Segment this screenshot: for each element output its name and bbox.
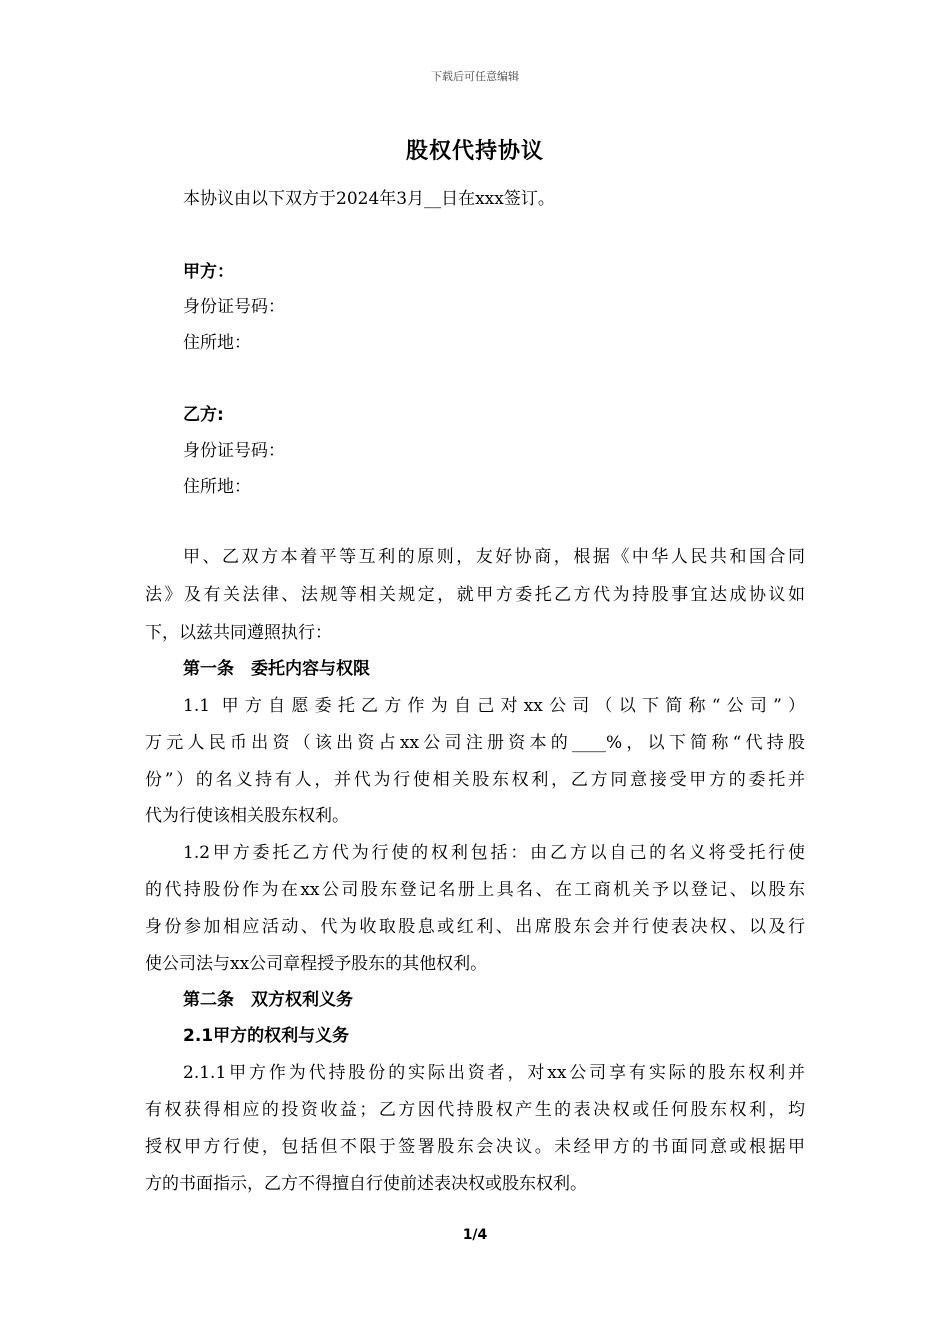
clause-1-2-line: 身份参加相应活动、代为收取股息或红利、出席股东会并行使表决权、以及行 <box>145 917 805 937</box>
clause-1-1-line: 万元人民币出资（该出资占xx公司注册资本的____%，以下简称“代持股 <box>145 733 805 753</box>
clause-2-1-1-line: 方的书面指示，乙方不得擅自行使前述表决权或股东权利。 <box>145 1174 587 1194</box>
article-1-heading: 第一条 委托内容与权限 <box>183 659 370 679</box>
intro-line: 本协议由以下双方于2024年3月__日在xxx签订。 <box>183 189 555 209</box>
article-2-heading: 第二条 双方权利义务 <box>183 990 353 1010</box>
clause-1-2-line: 的代持股份作为在xx公司股东登记名册上具名、在工商机关予以登记、以股东 <box>145 880 805 900</box>
clause-1-2-line: 使公司法与xx公司章程授予股东的其他权利。 <box>145 954 488 974</box>
preamble-line: 法》及有关法律、法规等相关规定，就甲方委托乙方代为持股事宜达成协议如 <box>145 585 805 605</box>
preamble-line: 下，以兹共同遵照执行： <box>145 623 332 643</box>
clause-1-1-line: 1.1 甲方自愿委托乙方作为自己对xx公司（以下简称“公司”） <box>183 696 805 716</box>
clause-2-1-1-line: 有权获得相应的投资收益；乙方因代持股权产生的表决权或任何股东权利，均 <box>145 1100 805 1120</box>
clause-2-1-1-line: 2.1.1甲方作为代持股份的实际出资者，对xx公司享有实际的股东权利并 <box>183 1063 805 1083</box>
party-b-id-label: 身份证号码： <box>183 441 285 461</box>
party-a-id-label: 身份证号码： <box>183 297 285 317</box>
page-header: 下载后可任意编辑 <box>431 70 519 83</box>
clause-2-1-1-line: 授权甲方行使，包括但不限于签署股东会决议。未经甲方的书面同意或根据甲 <box>145 1137 805 1157</box>
document-title: 股权代持协议 <box>405 139 544 164</box>
clause-1-1-line: 份”）的名义持有人，并代为行使相关股东权利，乙方同意接受甲方的委托并 <box>145 770 805 790</box>
clause-1-1-line: 代为行使该相关股东权利。 <box>145 806 349 826</box>
party-a-label: 甲方： <box>183 262 234 282</box>
party-b-address-label: 住所地： <box>183 477 251 497</box>
party-a-address-label: 住所地： <box>183 333 251 353</box>
preamble-line: 甲、乙双方本着平等互利的原则，友好协商，根据《中华人民共和国合同 <box>183 547 805 567</box>
section-2-1-heading: 2.1甲方的权利与义务 <box>183 1026 350 1046</box>
party-b-label: 乙方: <box>183 405 224 425</box>
page-number: 1/4 <box>462 1227 488 1243</box>
clause-1-2-line: 1.2甲方委托乙方代为行使的权利包括：由乙方以自己的名义将受托行使 <box>183 843 805 863</box>
